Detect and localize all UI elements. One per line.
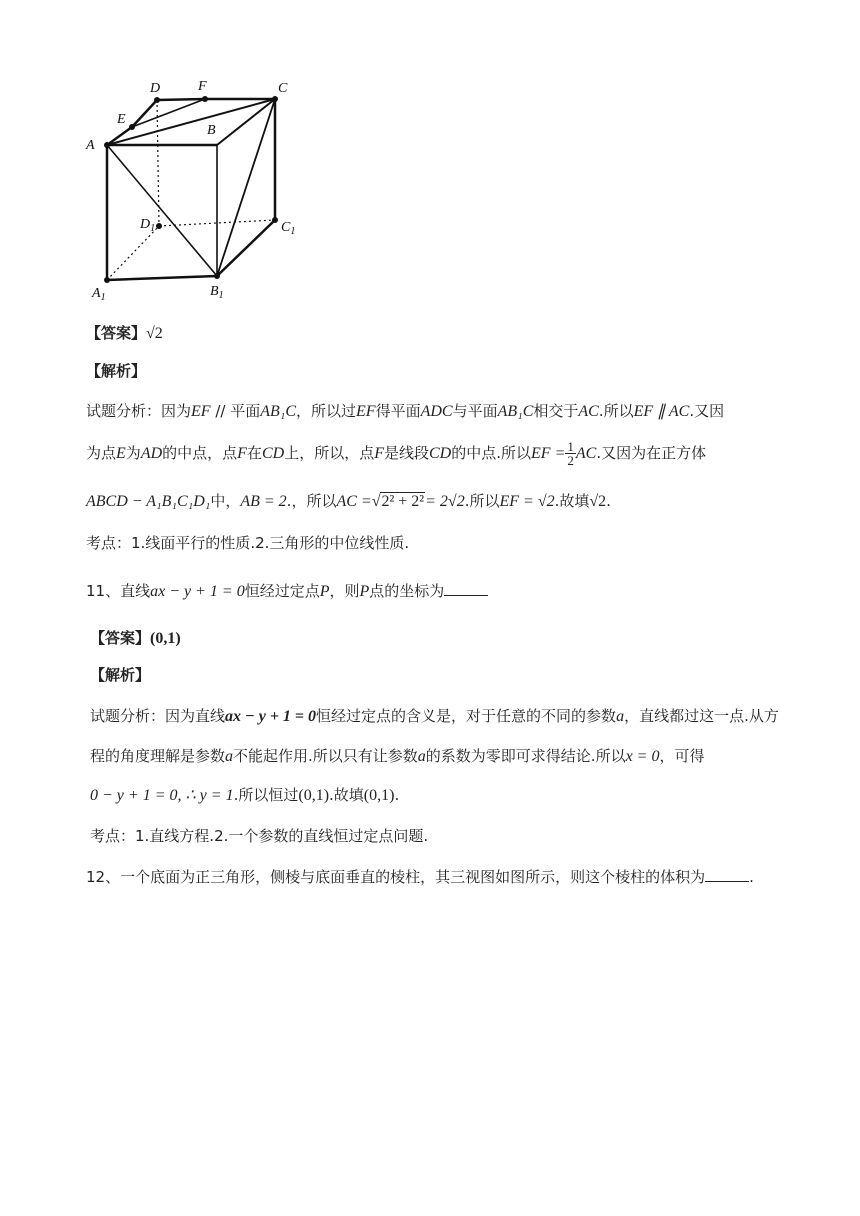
- cube-figure: [80, 70, 340, 310]
- q10-analysis-line1: 试题分析：因为EF // 平面AB₁C，所以过EF得平面ADC与平面AB₁C相交于AC.所以EF ∥ AC.又因: [86, 402, 725, 420]
- answer-blank: [705, 867, 749, 882]
- q10-kaodian: 考点：1.线面平行的性质.2.三角形的中位线性质.: [86, 534, 410, 552]
- point-C: [272, 96, 278, 102]
- edge-BC: [217, 99, 275, 145]
- q11-analysis-line1: 试题分析：因为直线ax − y + 1 = 0恒经过定点的含义是，对于任意的不同的参数a，直线都过这一点.从方: [90, 707, 779, 725]
- q10-analysis-line3: ABCD − A₁B₁C₁D₁中，AB = 2.，所以AC =√2² + 2²= 2√2.所以EF = √2.故填√2.: [86, 492, 611, 510]
- label-B1: $B_1$: [210, 284, 224, 301]
- q10-analysis-label: 【解析】: [86, 362, 147, 380]
- label-D1: $D_1$: [140, 217, 156, 234]
- point-E: [129, 124, 135, 130]
- edge-A1B1: [107, 276, 217, 280]
- fraction-one-half: $\frac{1}{2}$: [567, 439, 574, 468]
- point-D1: [156, 223, 162, 229]
- point-C1: [272, 217, 278, 223]
- label-E: E: [117, 112, 126, 127]
- q11-stem: 11、直线ax − y + 1 = 0恒经过定点P，则P点的坐标为: [86, 580, 488, 601]
- q11-kaodian: 考点：1.直线方程.2.一个参数的直线恒过定点问题.: [90, 827, 429, 845]
- segment-EF: [132, 99, 205, 127]
- q11-analysis-line2: 程的角度理解是参数a不能起作用.所以只有让参数a的系数为零即可求得结论.所以x = 0，可得: [90, 747, 705, 765]
- point-B1: [214, 273, 220, 279]
- q10-analysis-line2: 为点E为AD的中点，点F在CD上，所以，点F是线段CD的中点.所以EF = $\frac{1}{2}$ AC.又因为在正方体: [86, 439, 707, 468]
- diag-AC: [107, 99, 275, 145]
- label-C1: $C_1$: [281, 220, 296, 237]
- q11-answer-row: 【答案】(0,1): [90, 629, 181, 647]
- point-A: [104, 142, 110, 148]
- q11-analysis-line3: 0 − y + 1 = 0, ∴ y = 1.所以恒过(0,1).故填(0,1).: [90, 786, 400, 804]
- point-D: [154, 97, 160, 103]
- point-A1: [104, 277, 110, 283]
- answer-blank: [444, 581, 488, 596]
- q11-analysis-label: 【解析】: [90, 666, 151, 684]
- q12-stem: 12、一个底面为正三角形，侧棱与底面垂直的棱柱，其三视图如图所示，则这个棱柱的体积为 .: [86, 868, 754, 886]
- label-A1: $A_1$: [92, 286, 106, 303]
- point-F: [202, 96, 208, 102]
- label-A: A: [86, 138, 95, 153]
- hidden-edge-A1D1: [107, 226, 159, 280]
- answer-value: √2: [146, 325, 163, 342]
- diag-AB1: [107, 145, 217, 276]
- edge-DF: [157, 99, 205, 100]
- label-B: B: [207, 123, 216, 138]
- label-D: D: [150, 81, 161, 96]
- label-F: F: [198, 79, 207, 94]
- answer-label: 【答案】: [86, 324, 147, 342]
- q10-answer-row: [86, 322, 163, 343]
- label-C: C: [278, 81, 288, 96]
